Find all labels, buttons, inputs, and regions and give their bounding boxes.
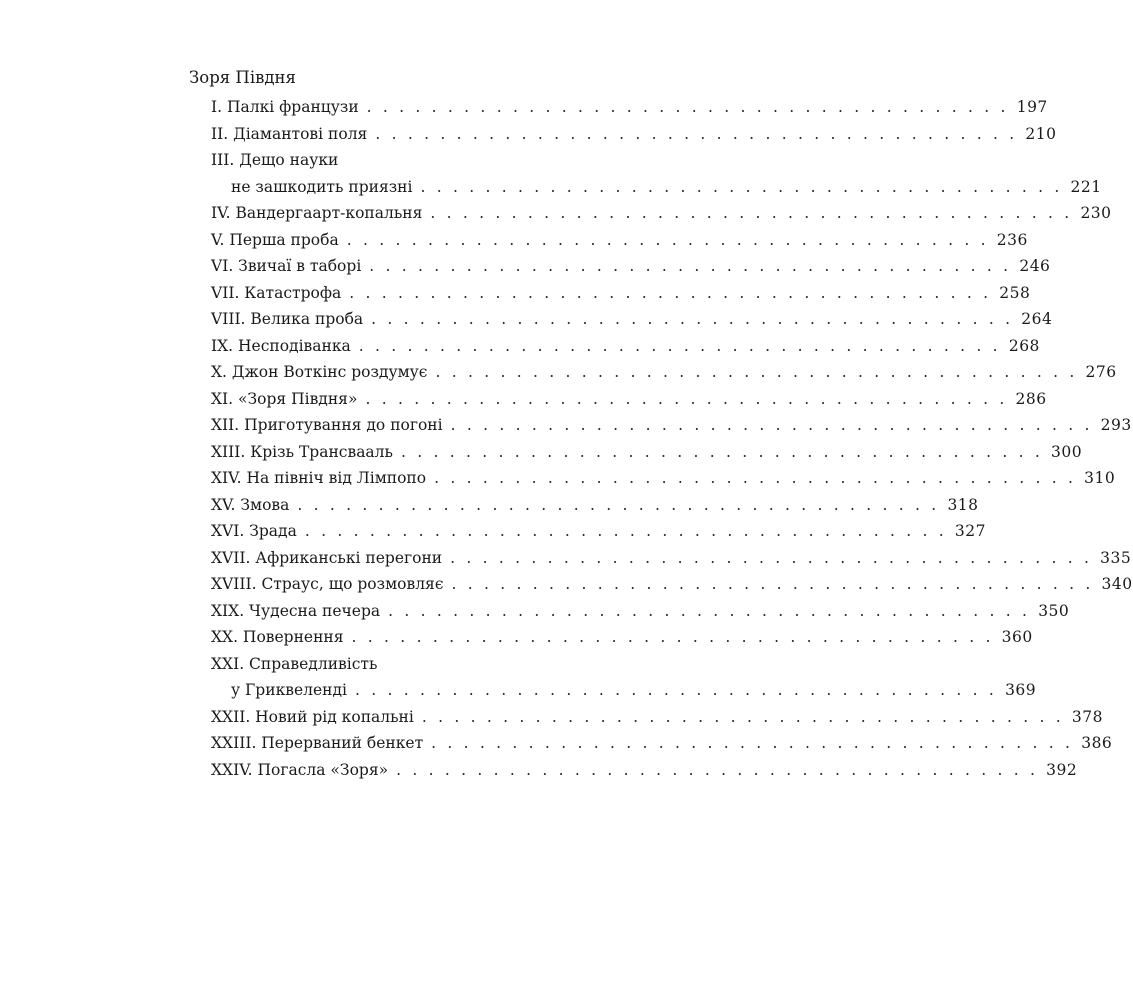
toc-page-number: 369 <box>1005 681 1037 699</box>
toc-entry-label: II. Діамантові поля <box>211 124 368 143</box>
toc-entry-label: VIII. Велика проба <box>211 310 364 328</box>
toc-page-number: 230 <box>1080 204 1112 222</box>
toc-entry <box>211 492 979 519</box>
toc-entry <box>211 624 1033 651</box>
toc-entry-label: IX. Несподіванка <box>211 336 351 355</box>
toc-page-number: 300 <box>1051 442 1083 461</box>
toc-entry <box>211 571 1133 598</box>
toc-entry-label: XIV. На північ від Лімпопо <box>211 469 427 487</box>
toc-entry <box>211 545 1132 572</box>
toc-entry-label: VII. Катастрофа <box>211 283 342 302</box>
toc-page-number: 378 <box>1071 707 1103 726</box>
dot-leader: . . . . . . . . . . . . . . . . . . . . . . . . . . . . . . . . . . . . . . . . <box>435 363 1078 381</box>
toc-entry-row <box>211 757 1078 784</box>
toc-entry <box>211 306 1053 333</box>
toc-page-number: 286 <box>1015 389 1047 408</box>
toc-page-number: 392 <box>1046 760 1078 779</box>
toc-entry <box>211 757 1078 784</box>
toc-entry <box>211 412 1132 439</box>
dot-leader: . . . . . . . . . . . . . . . . . . . . . . . . . . . . . . . . . . . . . . . . <box>420 177 1063 196</box>
toc-entry <box>211 200 1112 227</box>
dot-leader: . . . . . . . . . . . . . . . . . . . . . . . . . . . . . . . . . . . . . . . . <box>358 336 1001 355</box>
toc-entry <box>211 730 1113 757</box>
section-title: Зоря Півдня <box>189 68 296 87</box>
toc-page-number: 335 <box>1100 548 1132 567</box>
toc-page-number: 210 <box>1025 124 1057 143</box>
toc-entry-label: XIII. Крізь Трансвааль <box>211 442 393 461</box>
dot-leader: . . . . . . . . . . . . . . . . . . . . . . . . . . . . . . . . . . . . . . . . <box>349 283 992 302</box>
toc-entry <box>211 359 1117 386</box>
toc-entry-row <box>211 518 986 545</box>
toc-entry-label: X. Джон Воткінс роздумує <box>211 363 428 381</box>
toc-entry-row <box>211 94 1048 121</box>
toc-entry <box>211 121 1057 148</box>
dot-leader: . . . . . . . . . . . . . . . . . . . . . . . . . . . . . . . . . . . . . . . . <box>434 469 1077 487</box>
toc-entry-label-continuation: не зашкодить приязні <box>231 177 413 196</box>
dot-leader: . . . . . . . . . . . . . . . . . . . . . . . . . . . . . . . . . . . . . . . . <box>371 310 1014 328</box>
toc-entry-row <box>211 121 1057 148</box>
toc-entry-row <box>211 386 1047 413</box>
dot-leader: . . . . . . . . . . . . . . . . . . . . . . . . . . . . . . . . . . . . . . . . <box>451 575 1094 593</box>
toc-entry <box>211 386 1047 413</box>
dot-leader: . . . . . . . . . . . . . . . . . . . . . . . . . . . . . . . . . . . . . . . . <box>431 734 1074 752</box>
dot-leader: . . . . . . . . . . . . . . . . . . . . . . . . . . . . . . . . . . . . . . . . <box>450 416 1093 434</box>
toc-entry-row <box>211 333 1040 360</box>
toc-page-number: 276 <box>1085 363 1117 381</box>
toc-entry-row <box>211 280 1031 307</box>
toc-page-number: 310 <box>1084 469 1116 487</box>
toc-entry-row <box>211 306 1053 333</box>
toc-entry-label: XVIII. Страус, що розмовляє <box>211 575 444 593</box>
toc-entry-row <box>211 439 1083 466</box>
toc-entry <box>211 518 986 545</box>
dot-leader: . . . . . . . . . . . . . . . . . . . . . . . . . . . . . . . . . . . . . . . . <box>430 204 1073 222</box>
toc-entry-row <box>211 730 1113 757</box>
toc-entry <box>211 280 1031 307</box>
toc-entry-label-continuation: у Гриквеленді <box>231 681 348 699</box>
dot-leader: . . . . . . . . . . . . . . . . . . . . . . . . . . . . . . . . . . . . . . . . <box>355 681 998 699</box>
dot-leader: . . . . . . . . . . . . . . . . . . . . . . . . . . . . . . . . . . . . . . . . <box>351 628 994 646</box>
toc-page-number: 246 <box>1019 257 1051 275</box>
toc-entry-row <box>211 598 1070 625</box>
toc-page-number: 236 <box>996 230 1028 249</box>
toc-entry-row <box>211 704 1103 731</box>
toc-page-number: 327 <box>954 522 986 540</box>
toc-page-number: 221 <box>1070 177 1102 196</box>
toc-page-number: 386 <box>1081 734 1113 752</box>
dot-leader: . . . . . . . . . . . . . . . . . . . . . . . . . . . . . . . . . . . . . . . . <box>304 522 947 540</box>
toc-entry <box>211 147 1102 200</box>
dot-leader: . . . . . . . . . . . . . . . . . . . . . . . . . . . . . . . . . . . . . . . . <box>450 548 1093 567</box>
toc-entry <box>211 333 1040 360</box>
dot-leader: . . . . . . . . . . . . . . . . . . . . . . . . . . . . . . . . . . . . . . . . <box>366 98 1009 116</box>
toc-entry-label: XXI. Справедливість <box>211 654 378 673</box>
toc-entry-row <box>211 677 1037 704</box>
toc-entry-label: I. Палкі французи <box>211 98 359 116</box>
toc-entry <box>211 651 1037 704</box>
toc-entry-label: XXIII. Перерваний бенкет <box>211 734 424 752</box>
toc-entry-label: XIX. Чудесна печера <box>211 601 381 620</box>
toc-page-number: 268 <box>1008 336 1040 355</box>
toc-entry-row <box>211 492 979 519</box>
toc-entry-label: XX. Повернення <box>211 628 344 646</box>
toc-entry-row <box>211 174 1102 201</box>
toc-entry-label: IV. Вандергаарт-копальня <box>211 204 423 222</box>
table-of-contents <box>211 94 1133 783</box>
toc-entry-row <box>211 253 1051 280</box>
toc-page-number: 258 <box>999 283 1031 302</box>
toc-entry <box>211 253 1051 280</box>
toc-entry <box>211 704 1103 731</box>
toc-page-number: 350 <box>1038 601 1070 620</box>
toc-entry-label: XVI. Зрада <box>211 522 297 540</box>
toc-entry <box>211 598 1070 625</box>
toc-entry-row <box>211 200 1112 227</box>
dot-leader: . . . . . . . . . . . . . . . . . . . . . . . . . . . . . . . . . . . . . . . . <box>297 495 940 514</box>
dot-leader: . . . . . . . . . . . . . . . . . . . . . . . . . . . . . . . . . . . . . . . . <box>346 230 989 249</box>
toc-entry-label: XII. Приготування до погоні <box>211 416 443 434</box>
toc-entry-row <box>211 359 1117 386</box>
toc-page-number: 360 <box>1001 628 1033 646</box>
toc-entry-label: XXII. Новий рід копальні <box>211 707 414 726</box>
toc-page-number: 340 <box>1101 575 1133 593</box>
dot-leader: . . . . . . . . . . . . . . . . . . . . . . . . . . . . . . . . . . . . . . . . <box>396 760 1039 779</box>
dot-leader: . . . . . . . . . . . . . . . . . . . . . . . . . . . . . . . . . . . . . . . . <box>375 124 1018 143</box>
toc-page-number: 264 <box>1021 310 1053 328</box>
toc-entry-row <box>211 227 1028 254</box>
dot-leader: . . . . . . . . . . . . . . . . . . . . . . . . . . . . . . . . . . . . . . . . <box>388 601 1031 620</box>
toc-entry-label: XXIV. Погасла «Зоря» <box>211 760 389 779</box>
toc-entry <box>211 227 1028 254</box>
toc-entry <box>211 465 1116 492</box>
toc-entry-row <box>211 412 1132 439</box>
toc-page-number: 293 <box>1100 416 1132 434</box>
toc-page-number: 197 <box>1016 98 1048 116</box>
toc-entry-row <box>211 624 1033 651</box>
toc-entry-row <box>211 571 1133 598</box>
toc-entry <box>211 439 1083 466</box>
toc-entry-label: III. Дещо науки <box>211 151 339 169</box>
dot-leader: . . . . . . . . . . . . . . . . . . . . . . . . . . . . . . . . . . . . . . . . <box>421 707 1064 726</box>
toc-entry-label: XVII. Африканські перегони <box>211 548 443 567</box>
toc-entry-label: V. Перша проба <box>211 230 339 249</box>
toc-entry-label: XI. «Зоря Півдня» <box>211 389 358 408</box>
toc-entry-label: VI. Звичаї в таборі <box>211 257 362 275</box>
toc-page-number: 318 <box>947 495 979 514</box>
toc-entry-row <box>211 545 1132 572</box>
toc-entry-row <box>211 465 1116 492</box>
dot-leader: . . . . . . . . . . . . . . . . . . . . . . . . . . . . . . . . . . . . . . . . <box>369 257 1012 275</box>
toc-entry <box>211 94 1048 121</box>
toc-entry-label: XV. Змова <box>211 495 290 514</box>
dot-leader: . . . . . . . . . . . . . . . . . . . . . . . . . . . . . . . . . . . . . . . . <box>400 442 1044 461</box>
dot-leader: . . . . . . . . . . . . . . . . . . . . . . . . . . . . . . . . . . . . . . . . <box>365 389 1008 408</box>
